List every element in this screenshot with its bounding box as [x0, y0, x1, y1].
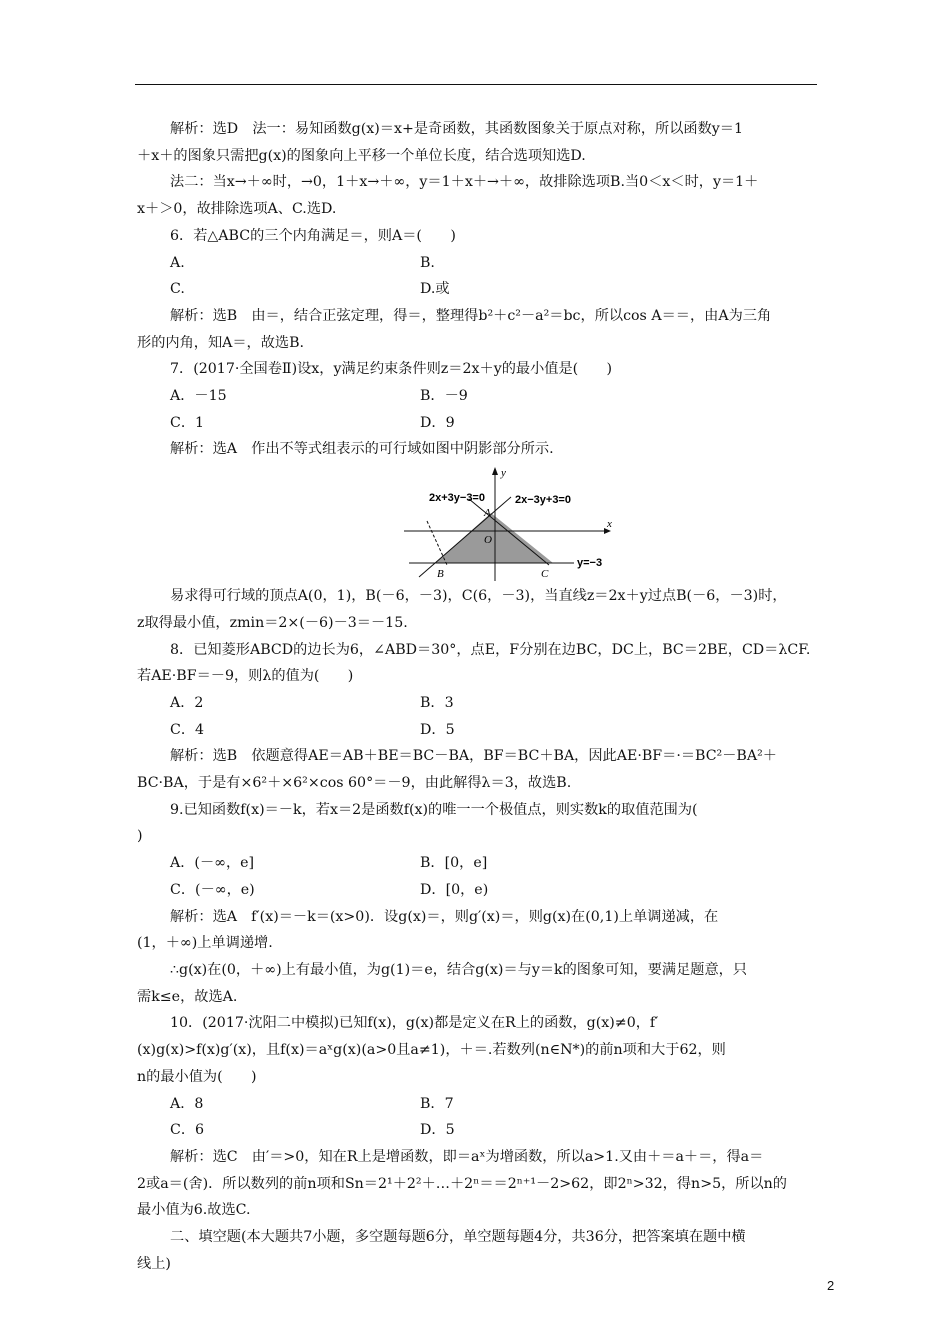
text-line: BC·BA，于是有×6²＋×6²×cos 60°＝－9，由此解得λ＝3，故选B. [137, 775, 572, 792]
option-left: A．－15 [170, 388, 227, 405]
option-row [137, 250, 839, 277]
text-line: 6．若△ABC的三个内角满足＝，则A＝( ) [170, 227, 456, 244]
text-line: 解析：选C 由′＝>0，知在R上是增函数，即＝aˣ为增函数，所以a>1.又由＋＝a＋＝，得a＝ [170, 1148, 764, 1165]
text-line: n的最小值为( ) [137, 1068, 257, 1085]
option-right: B．－9 [420, 388, 468, 405]
text-line: 二、填空题(本大题共7小题，多空题每题6分，单空题每题4分，共36分，把答案填在题中横 [170, 1229, 746, 1246]
point-C-label: C [541, 568, 549, 581]
text-line: 解析：选B 由＝，结合正弦定理，得＝，整理得b²＋c²－a²＝bc，所以cos A＝＝，由A为三角 [170, 307, 772, 324]
feasible-region-figure [137, 465, 839, 583]
text-line: 需k≤e，故选A. [137, 988, 238, 1005]
option-row [137, 410, 839, 437]
option-left: C．6 [170, 1122, 205, 1139]
line-2-label: 2x−3y+3=0 [515, 494, 571, 507]
text-line: 若AE·BF＝－9，则λ的值为( ) [137, 668, 354, 685]
option-right: D.或 [420, 281, 450, 298]
text-line: ) [137, 828, 143, 845]
y-axis-arrow [492, 467, 498, 475]
option-left: C．(－∞，e) [170, 881, 255, 898]
option-row [137, 1091, 839, 1118]
text-line: 最小值为6.故选C. [137, 1202, 251, 1219]
header-rule [135, 84, 817, 85]
option-left: A. [170, 254, 185, 271]
option-row [137, 383, 839, 410]
text-line: 10．(2017·沈阳二中模拟)已知f(x)，g(x)都是定义在R上的函数，g(x)≠0，f′ [170, 1015, 659, 1032]
option-row [137, 850, 839, 877]
option-left: C．4 [170, 721, 205, 738]
line-1-label: 2x+3y−3=0 [429, 492, 485, 505]
y-axis-label: y [501, 467, 506, 480]
option-right: D．5 [420, 721, 455, 738]
option-row [137, 276, 839, 303]
option-row [137, 877, 839, 904]
option-left: C. [170, 281, 185, 298]
shaded-region [435, 513, 553, 563]
text-line: 形的内角，知A＝，故选B. [137, 334, 305, 351]
text-line: 易求得可行域的顶点A(0，1)，B(－6，－3)，C(6，－3)，当直线z＝2x＋y过点B(－6，－3)时， [170, 588, 787, 605]
option-row [137, 690, 839, 717]
text-line: 9.已知函数f(x)＝－k，若x＝2是函数f(x)的唯一一个极值点，则实数k的取值范围为( [170, 801, 698, 818]
text-line: 8．已知菱形ABCD的边长为6，∠ABD＝30°，点E，F分别在边BC，DC上，BC＝2BE，CD＝λCF. [170, 641, 811, 658]
line-3-label: y=−3 [577, 557, 603, 570]
text-line: 解析：选B 依题意得AE＝AB＋BE＝BC－BA，BF＝BC＋BA，因此AE·BF＝·＝BC²－BA²＋ [170, 748, 777, 765]
option-right: B. [420, 254, 435, 271]
text-line: 法二：当x→＋∞时，→0，1＋x→＋∞，y＝1＋x＋→＋∞，故排除选项B.当0＜x＜时，y＝1＋ [170, 174, 759, 191]
text-line: (1，＋∞)上单调递增. [137, 935, 273, 952]
feasible-region-graph [399, 465, 629, 581]
text-line: 解析：选A 作出不等式组表示的可行域如图中阴影部分所示. [170, 441, 554, 458]
dashed-objective-line [427, 521, 447, 565]
option-right: B．7 [420, 1095, 454, 1112]
text-line: 解析：选A f′(x)＝－k＝(x>0)．设g(x)＝，则g′(x)＝，则g(x)在(0,1)上单调递减，在 [170, 908, 719, 925]
option-left: A．(－∞，e] [170, 855, 255, 872]
option-right: B．3 [420, 694, 454, 711]
option-left: A．8 [170, 1095, 204, 1112]
text-line: ＋x＋的图象只需把g(x)的图象向上平移一个单位长度，结合选项知选D. [137, 147, 586, 164]
text-line: 解析：选D 法一：易知函数g(x)＝x+是奇函数，其函数图象关于原点对称，所以函数y＝1 [170, 121, 744, 137]
document-body [137, 116, 839, 1277]
page-number: 2 [827, 1278, 835, 1293]
option-right: B．[0，e] [420, 855, 488, 872]
point-A-label: A [484, 507, 491, 520]
origin-label: O [484, 534, 492, 547]
option-right: D．5 [420, 1122, 455, 1139]
text-line: x＋＞0，故排除选项A、C.选D. [137, 201, 337, 218]
text-line: 2或a＝(舍)．所以数列的前n项和Sn＝2¹＋2²＋…＋2ⁿ＝＝2ⁿ⁺¹－2>62，即2ⁿ>32，得n>5，所以n的 [137, 1175, 787, 1192]
option-left: A．2 [170, 694, 204, 711]
option-row [137, 717, 839, 744]
text-line: (x)g(x)>f(x)g′(x)，且f(x)＝aˣg(x)(a>0且a≠1)，＋＝.若数列(n∈N*)的前n项和大于62，则 [137, 1042, 726, 1059]
text-line: z取得最小值，zmin＝2×(－6)－3＝－15. [137, 614, 408, 631]
option-right: D．[0，e) [420, 881, 489, 898]
x-axis-label: x [607, 518, 612, 531]
point-B-label: B [437, 568, 444, 581]
text-line: 7．(2017·全国卷Ⅱ)设x，y满足约束条件则z＝2x＋y的最小值是( ) [170, 361, 613, 378]
option-row [137, 1117, 839, 1144]
text-line: ∴g(x)在(0，＋∞)上有最小值，为g(1)＝e，结合g(x)＝与y＝k的图象可知，要满足题意，只 [170, 961, 748, 978]
option-right: D．9 [420, 414, 455, 431]
option-left: C．1 [170, 414, 205, 431]
text-line: 线上) [137, 1255, 171, 1272]
